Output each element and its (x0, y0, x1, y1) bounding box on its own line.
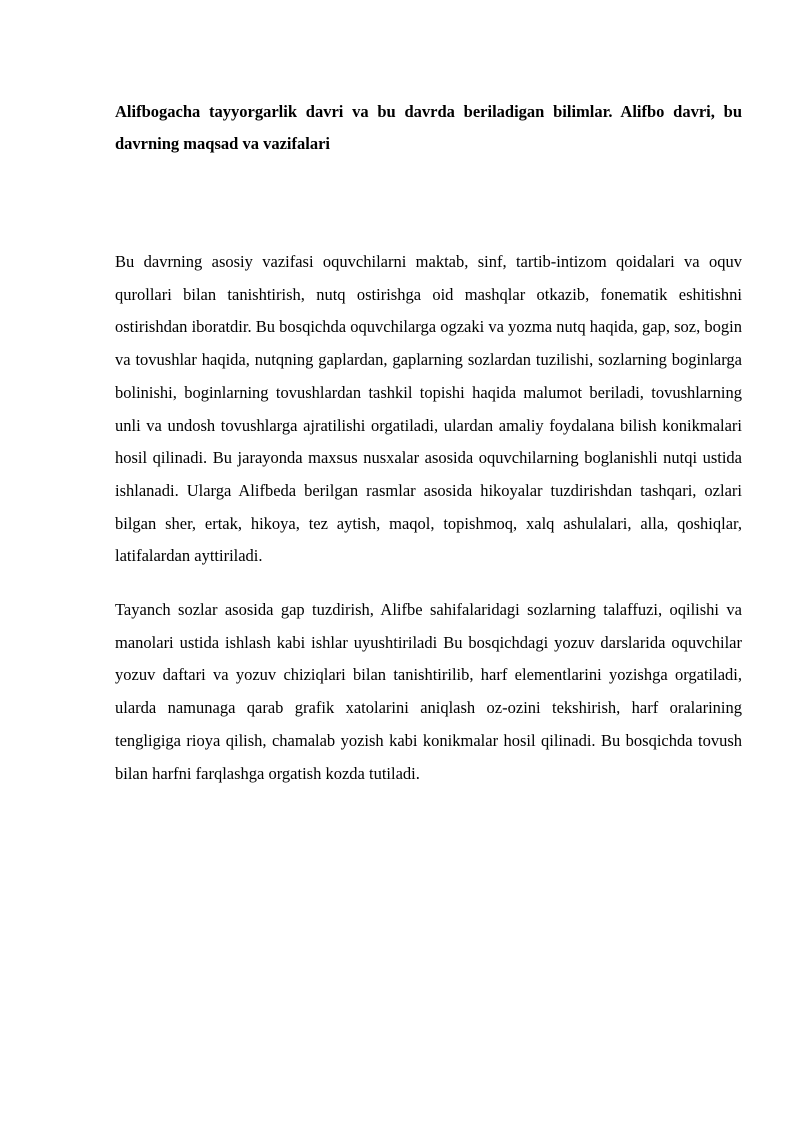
document-title: Alifbogacha tayyorgarlik davri va bu davrda beriladigan bilimlar. Alifbo davri, bu davrning maqsad va vazifalari (115, 102, 742, 153)
document-body (115, 96, 742, 790)
paragraph-1: Bu davrning asosiy vazifasi oquvchilarni maktab, sinf, tartib-intizom qoidalari va oquv qurollari bilan tanishtirish, nutq ostirishga oid mashqlar otkazib, fonematik eshitishni ostirishdan iboratdir. Bu bosqichda oquvchilarga ogzaki va yozma nutq haqida, gap, soz, bogin va tovushlar haqida, nutqning gaplardan, gaplarning sozlardan tuzilishi, sozlarning boginlarga bolinishi, boginlarning tovushlardan tashkil topishi haqida malumot beriladi, tovushlarning unli va undosh tovushlarga ajratilishi orgatiladi, ulardan amaliy foydalana bilish konikmalari hosil qilinadi. Bu jarayonda maxsus nusxalar asosida oquvchilarning boglanishli nutqi ustida ishlanadi. Ularga Alifbeda berilgan rasmlar asosida hikoyalar tuzdirishdan tashqari, ozlari bilgan sher, ertak, hikoya, tez aytish, maqol, topishmoq, xalq ashulalari, alla, qoshiqlar, latifalardan ayttiriladi. (115, 252, 742, 566)
paragraph-2: Tayanch sozlar asosida gap tuzdirish, Alifbe sahifalaridagi sozlarning talaffuzi, oqilishi va manolari ustida ishlash kabi ishlar uyushtiriladi Bu bosqichdagi yozuv darslarida oquvchilar yozuv daftari va yozuv chiziqlari bilan tanishtirilib, harf elementlarini yozishga orgatiladi, ularda namunaga qarab grafik xatolarini aniqlash oz-ozini tekshirish, harf oralarining tengligiga rioya qilish, chamalab yozish kabi konikmalar hosil qilinadi. Bu bosqichda tovush bilan harfni farqlashga orgatish kozda tutiladi. (115, 600, 742, 783)
